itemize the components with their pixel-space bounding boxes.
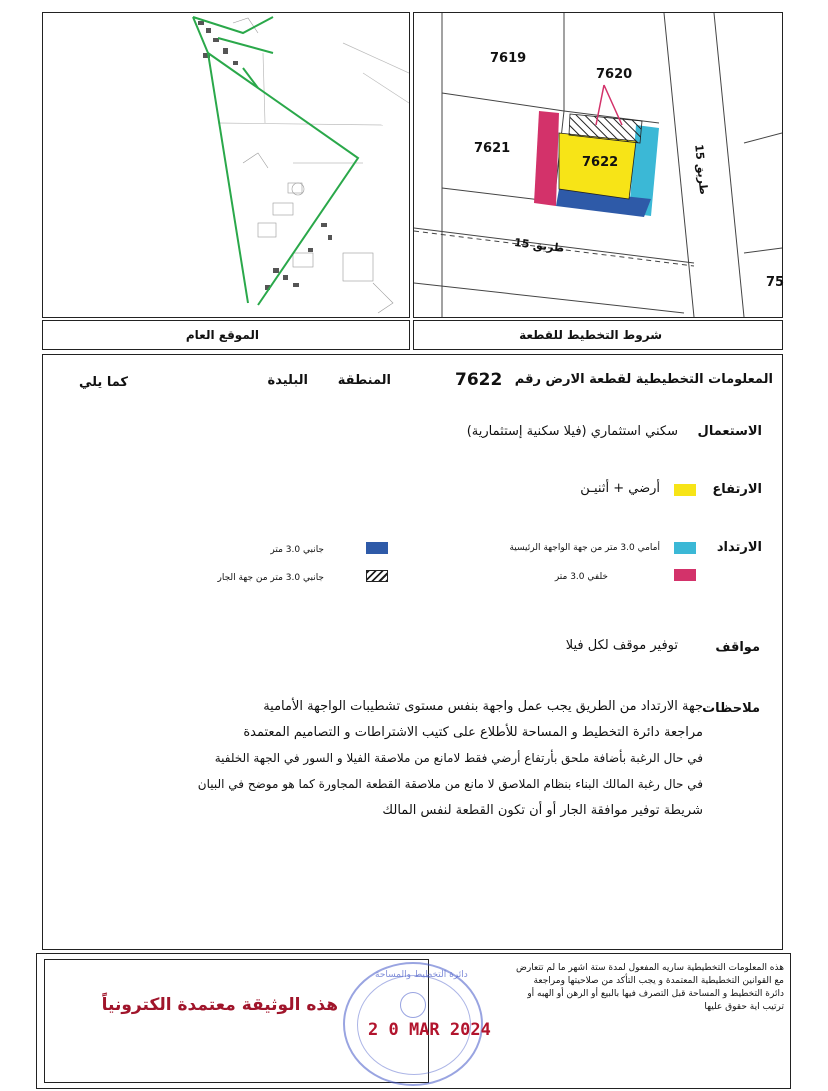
front-setback-swatch <box>674 542 696 554</box>
stamp-emblem-icon <box>400 992 426 1018</box>
side-setback-text: جانبي 3.0 متر <box>270 545 324 555</box>
note-line-5: شريطة توفير موافقة الجار أو أن تكون القطعة لنفس المالك <box>382 803 703 818</box>
parcel-75-label: 75 <box>766 275 785 290</box>
plot-conditions-label: شروط التخطيط للقطعة <box>519 328 662 342</box>
front-setback-text: أمامي 3.0 متر من جهة الواجهة الرئيسية <box>509 543 660 553</box>
neighbor-setback-swatch <box>366 570 388 582</box>
note-line-3: في حال الرغبة بأضافة ملحق بأرتفاع أرضي فقط لامانع من ملاصقة الفيلا و السور في الجهة الخلفية <box>214 751 703 765</box>
rear-setback-area <box>534 111 559 206</box>
usage-label: الاستعمال <box>697 424 762 439</box>
stamp-date: 2 0 MAR 2024 <box>368 1020 491 1040</box>
disclaimer-line-1: هذه المعلومات التخطيطية ساريه المفعول لمدة ستة اشهر ما لم تتعارض <box>516 963 784 973</box>
parcel-7619-label: 7619 <box>490 51 527 66</box>
as-follows-label: كما يلي <box>78 375 128 390</box>
parcel-7622-label: 7622 <box>582 155 619 170</box>
general-location-caption-box <box>42 320 410 350</box>
note-line-2: مراجعة دائرة التخطيط و المساحة للأطلاع على كتيب الاشتراطات و التصاميم المعتمدة <box>243 725 703 740</box>
municipality-label: البليدة <box>267 373 308 388</box>
footer-disclaimer <box>474 962 784 1014</box>
plot-conditions-panel <box>413 12 783 318</box>
disclaimer-line-3: دائرة التخطيط و المساحة قبل التصرف فيها بالبيع أو الرهن أو الهبه أو <box>527 989 784 999</box>
general-location-panel <box>42 12 410 318</box>
plot-conditions-caption-box <box>413 320 783 350</box>
plot-number: 7622 <box>455 370 503 390</box>
info-title: المعلومات التخطيطية لقطعة الارض رقم <box>514 372 773 387</box>
electronic-approval-note: هذه الوثيقة معتمدة الكترونياً <box>101 995 338 1015</box>
note-line-1: جهة الارتداد من الطريق يجب عمل واجهة بنفس مستوى تشطيبات الواجهة الأمامية <box>263 699 703 714</box>
road-15-vertical-label: طريق 15 <box>692 143 711 196</box>
side-setback-swatch <box>366 542 388 554</box>
disclaimer-line-2: مع القوانين التخطيطية المعتمدة و يجب التأكد من صلاحيتها ومراجعة <box>533 976 784 986</box>
general-location-map <box>43 13 409 317</box>
height-label: الارتفاع <box>712 482 762 497</box>
parcel-7621-label: 7621 <box>474 141 511 156</box>
setbacks-label: الارتداد <box>716 540 762 555</box>
rear-setback-swatch <box>674 569 696 581</box>
general-location-label: الموقع العام <box>185 328 259 342</box>
parking-label: مواقف <box>715 640 760 655</box>
notes-label: ملاحظات <box>702 701 760 716</box>
usage-value: سكني استثماري (فيلا سكنية إستثمارية) <box>466 424 678 439</box>
area-label: المنطقة <box>337 373 391 388</box>
parcel-7620-label: 7620 <box>596 67 633 82</box>
rear-setback-text: خلفي 3.0 متر <box>554 572 608 582</box>
road-15-horizontal-label: طريق 15 <box>513 235 566 256</box>
neighbor-setback-text: جانبي 3.0 متر من جهة الجار <box>217 573 324 583</box>
disclaimer-line-4: ترتيب اية حقوق عليها <box>704 1002 784 1012</box>
height-value: أرضي + أثنيـن <box>580 481 660 496</box>
stamp-text: دائرة التخطيط والمساحة <box>375 970 468 980</box>
note-line-4: في حال رغبة المالك البناء بنظام الملاصق لا مانع من ملاصقة القطعة المجاورة كما هو موضح في البيان <box>197 777 703 791</box>
height-swatch <box>674 484 696 496</box>
parking-value: توفير موقف لكل فيلا <box>565 638 678 653</box>
